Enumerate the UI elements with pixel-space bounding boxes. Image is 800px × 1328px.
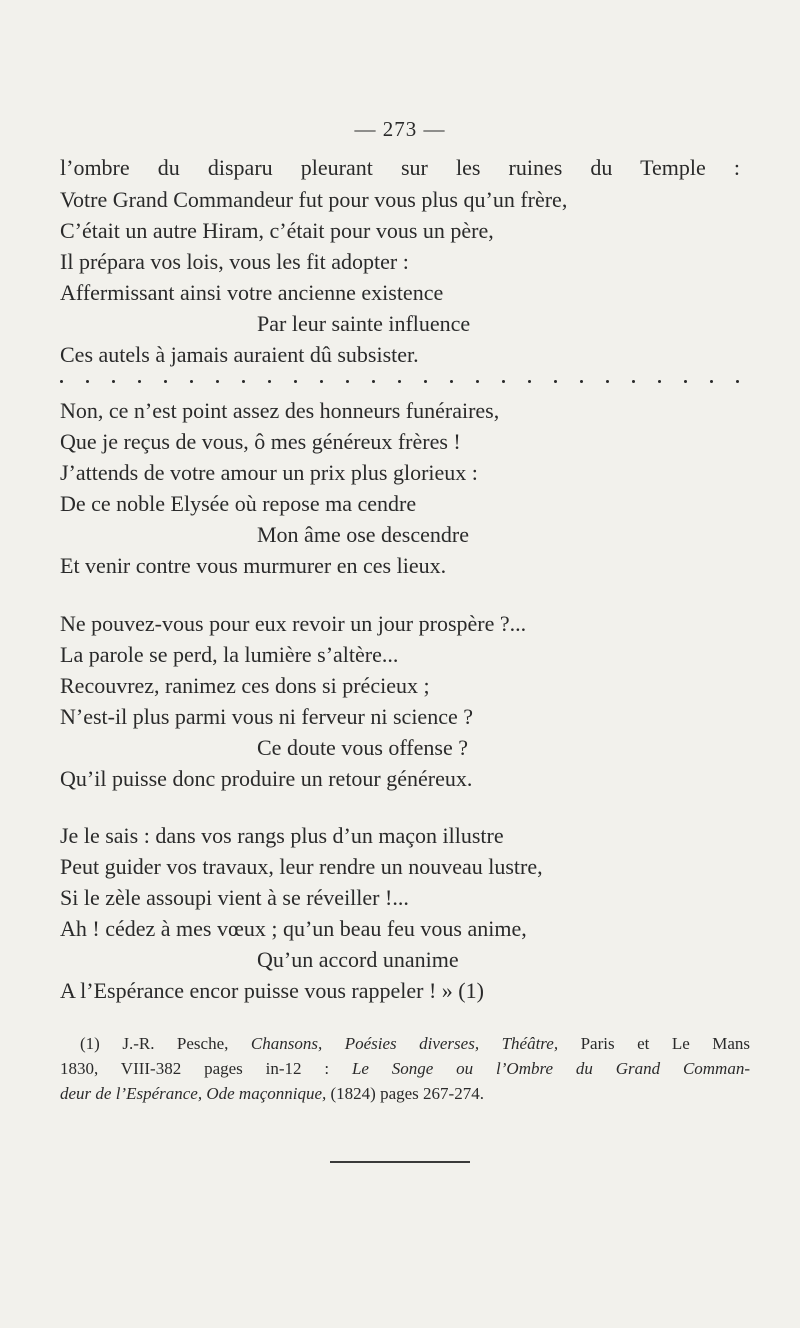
verse-line-short: Mon âme ose descendre: [257, 522, 469, 547]
footnote-line: [60, 1081, 750, 1106]
footnote-title: Chansons, Poésies diverses, Théâtre,: [250, 1034, 559, 1053]
ellipsis-dot-row: [60, 378, 740, 388]
verse-line: N’est-il plus parmi vous ni ferveur ni science ?: [60, 704, 473, 729]
ellipsis-dot: [502, 380, 505, 383]
verse-line: Qu’il puisse donc produire un retour généreux.: [60, 766, 473, 791]
verse-line: C’était un autre Hiram, c’était pour vous un père,: [60, 218, 494, 243]
ellipsis-dot: [60, 380, 63, 383]
verse-line: l’ombre du disparu pleurant sur les ruines du Temple :: [60, 155, 740, 180]
footnote-title: deur de l’Espérance, Ode maçonnique,: [60, 1084, 327, 1103]
stanza-3: [60, 608, 760, 794]
footer-rule: [330, 1161, 470, 1163]
footnote-marker: (1): [80, 1034, 100, 1053]
stanza-1: [60, 184, 760, 370]
verse-line: Et venir contre vous murmurer en ces lieux.: [60, 553, 447, 578]
verse-line: Affermissant ainsi votre ancienne existence: [60, 280, 444, 305]
footnote-place: Paris et Le Mans: [580, 1034, 751, 1053]
ellipsis-dot: [424, 380, 427, 383]
footnote: [60, 1031, 751, 1106]
footnote-title: Le Songe ou l’Ombre du Grand Comman-: [351, 1059, 750, 1078]
verse-line: Je le sais : dans vos rangs plus d’un maçon illustre: [60, 823, 504, 848]
ellipsis-dot: [216, 380, 219, 383]
ellipsis-dot: [450, 380, 453, 383]
verse-line: Peut guider vos travaux, leur rendre un nouveau lustre,: [60, 854, 543, 879]
ellipsis-dot: [736, 380, 739, 383]
verse-line: Recouvrez, ranimez ces dons si précieux ;: [60, 673, 430, 698]
ellipsis-dot: [476, 380, 479, 383]
verse-line: Votre Grand Commandeur fut pour vous plus qu’un frère,: [60, 187, 568, 212]
ellipsis-dot: [554, 380, 557, 383]
verse-line: De ce noble Elysée où repose ma cendre: [60, 491, 417, 516]
verse-line: Ne pouvez-vous pour eux revoir un jour prospère ?...: [60, 611, 527, 636]
verse-line: A l’Espérance encor puisse vous rappeler ! » (1): [60, 978, 484, 1003]
page-number: — 273 —: [354, 117, 446, 141]
ellipsis-dot: [606, 380, 609, 383]
ellipsis-dot: [372, 380, 375, 383]
ellipsis-dot: [190, 380, 193, 383]
ellipsis-dot: [86, 380, 89, 383]
verse-line: Non, ce n’est point assez des honneurs funéraires,: [60, 398, 500, 423]
verse-line: J’attends de votre amour un prix plus glorieux :: [60, 460, 478, 485]
verse-line: Ces autels à jamais auraient dû subsister.: [60, 342, 419, 367]
stanza-2: [60, 395, 760, 581]
ellipsis-dot: [138, 380, 141, 383]
ellipsis-dot: [632, 380, 635, 383]
ellipsis-dot: [242, 380, 245, 383]
ellipsis-dot: [398, 380, 401, 383]
ellipsis-dot: [346, 380, 349, 383]
footnote-pages: (1824) pages 267-274.: [330, 1084, 484, 1103]
ellipsis-dot: [164, 380, 167, 383]
footnote-author: J.-R. Pesche,: [122, 1034, 229, 1053]
ellipsis-dot: [320, 380, 323, 383]
poem-opening: [60, 152, 740, 183]
verse-line-short: Par leur sainte influence: [257, 311, 471, 336]
ellipsis-dot: [294, 380, 297, 383]
ellipsis-dot: [580, 380, 583, 383]
footnote-line: [80, 1031, 750, 1056]
verse-line-short: Ce doute vous offense ?: [257, 735, 468, 760]
ellipsis-dot: [658, 380, 661, 383]
verse-line-short: Qu’un accord unanime: [257, 947, 459, 972]
verse-line: Ah ! cédez à mes vœux ; qu’un beau feu vous anime,: [60, 916, 527, 941]
footnote-line: [60, 1056, 750, 1081]
verse-line: La parole se perd, la lumière s’altère...: [60, 642, 399, 667]
verse-line: Que je reçus de vous, ô mes généreux frères !: [60, 429, 461, 454]
ellipsis-dot: [684, 380, 687, 383]
stanza-4: [60, 820, 760, 1006]
verse-line: Il prépara vos lois, vous les fit adopter :: [60, 249, 409, 274]
footnote-edition: 1830, VIII-382 pages in-12 :: [60, 1059, 330, 1078]
ellipsis-dot: [528, 380, 531, 383]
ellipsis-dot: [112, 380, 115, 383]
verse-line: Si le zèle assoupi vient à se réveiller !...: [60, 885, 409, 910]
ellipsis-dot: [710, 380, 713, 383]
ellipsis-dot: [268, 380, 271, 383]
